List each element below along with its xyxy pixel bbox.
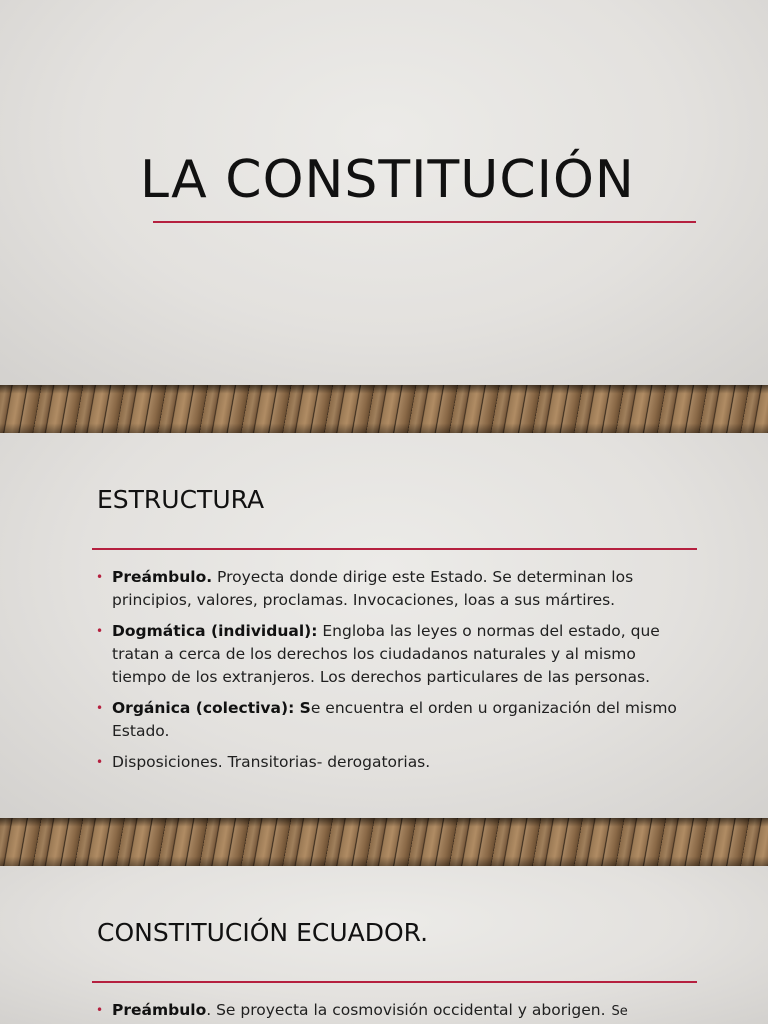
list-item	[96, 999, 716, 1023]
wood-floor-divider	[0, 385, 768, 433]
bullet-icon: •	[96, 755, 104, 769]
list-item	[96, 620, 686, 689]
item-text: Disposiciones. Transitorias- derogatorias.	[112, 753, 431, 771]
list-item	[96, 566, 686, 612]
item-text: Engloba las leyes o normas del estado, que tratan a cerca de los derechos los ciudadanos naturales y al mismo tiempo de los extranjeros. Los derechos particulares de las personas.	[112, 622, 660, 686]
list-item	[96, 697, 686, 743]
heading-underline	[92, 548, 697, 550]
item-text-tail: Se	[611, 1004, 628, 1019]
slide-estructura	[0, 433, 768, 820]
bullet-list	[96, 999, 716, 1024]
slide-heading: CONSTITUCIÓN ECUADOR.	[97, 918, 429, 947]
item-bold-label: Orgánica (colectiva): S	[112, 699, 311, 717]
bullet-list	[96, 566, 686, 782]
slide-constitucion-ecuador	[0, 866, 768, 1024]
item-bold-label: Preámbulo.	[112, 568, 213, 586]
bullet-icon: •	[96, 701, 104, 715]
slide-title	[0, 0, 768, 387]
item-text: e encuentra el orden u organización del mismo Estado.	[112, 699, 677, 740]
heading-underline	[92, 981, 697, 983]
item-text: . Se proyecta la cosmovisión occidental y aborigen.	[206, 1001, 606, 1019]
list-item	[96, 751, 686, 774]
page-title: LA CONSTITUCIÓN	[140, 150, 635, 210]
item-text: Proyecta donde dirige este Estado. Se determinan los principios, valores, proclamas. Invocaciones, loas a sus mártires.	[112, 568, 634, 609]
item-bold-label: Dogmática (individual):	[112, 622, 318, 640]
item-bold-label: Preámbulo	[112, 1001, 207, 1019]
bullet-icon: •	[96, 570, 104, 584]
bullet-icon: •	[96, 1003, 104, 1017]
title-underline	[153, 221, 696, 223]
slide-heading: ESTRUCTURA	[97, 485, 265, 514]
bullet-icon: •	[96, 624, 104, 638]
wood-floor-divider	[0, 818, 768, 866]
